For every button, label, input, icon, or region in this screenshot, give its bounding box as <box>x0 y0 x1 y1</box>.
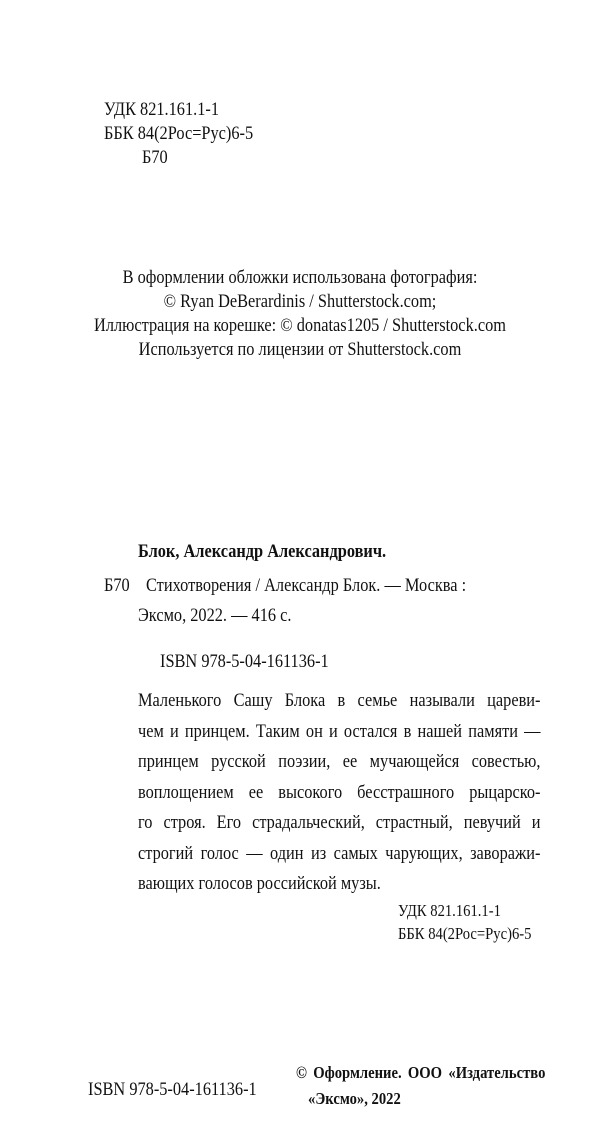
author-heading: Блок, Александр Александрович. <box>138 541 387 562</box>
author-mark-top: Б70 <box>142 147 168 168</box>
credits-line-3: Иллюстрация на корешке: © donatas1205 / Shutterstock.com <box>94 315 506 336</box>
credits-line-2: © Ryan DeBerardinis / Shutterstock.com; <box>163 291 437 312</box>
isbn-footer: ISBN 978-5-04-161136-1 <box>88 1079 257 1100</box>
copyright-line-1: © Оформление. ООО «Издательство <box>296 1063 546 1082</box>
copyright-line-2: «Эксмо», 2022 <box>308 1089 401 1108</box>
title-statement-line-2: Эксмо, 2022. — 416 с. <box>138 605 292 626</box>
copyright-notice <box>296 1060 545 1112</box>
annotation-line: воплощением ее высокого бесстрашного рыцарско- <box>138 781 541 803</box>
annotation-line: Маленького Сашу Блока в семье называли цареви- <box>138 690 541 711</box>
bbk-code-top: ББК 84(2Рос=Рус)6-5 <box>104 123 254 144</box>
bbk-code-bottom: ББК 84(2Рос=Рус)6-5 <box>398 924 532 943</box>
image-credits <box>0 266 600 362</box>
annotation-line: строгий голос — один из самых чарующих, заворажи- <box>138 842 541 864</box>
udk-code-bottom: УДК 821.161.1-1 <box>398 901 501 920</box>
annotation-line: чем и принцем. Таким он и остался в нашей памяти — <box>138 720 541 742</box>
credits-line-1: В оформлении обложки использована фотография: <box>122 267 478 288</box>
annotation-paragraph <box>138 686 540 900</box>
annotation-line: принцем русской поэзии, ее мучающейся совестью, <box>138 751 541 772</box>
isbn-entry: ISBN 978-5-04-161136-1 <box>160 651 329 672</box>
annotation-line: вающих голосов российской музы. <box>138 873 381 894</box>
annotation-line: го строя. Его страдальческий, страстный, певучий и <box>138 812 541 833</box>
credits-line-4: Используется по лицензии от Shutterstock.com <box>138 339 462 360</box>
udk-code-top: УДК 821.161.1-1 <box>104 99 220 120</box>
title-statement-line-1: Стихотворения / Александр Блок. — Москва : <box>146 575 467 596</box>
author-mark-entry: Б70 <box>104 575 130 596</box>
